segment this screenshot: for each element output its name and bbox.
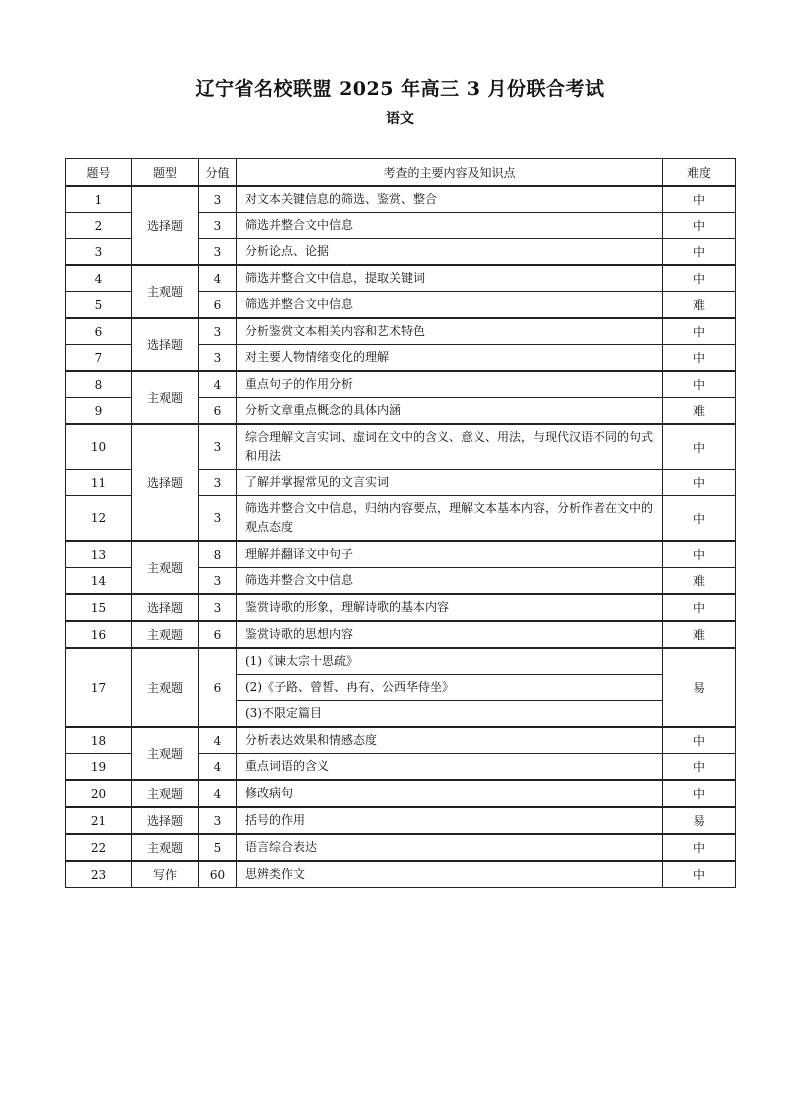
question-content: 对文本关键信息的筛选、鉴赏、整合 [237,186,663,213]
question-content: 分析论点、论据 [237,239,663,266]
exam-analysis-table [65,158,736,888]
question-content: 分析鉴赏文本相关内容和艺术特色 [237,318,663,345]
question-score: 3 [199,594,237,621]
question-difficulty: 易 [663,648,736,727]
question-difficulty: 中 [663,345,736,372]
question-type: 选择题 [132,594,199,621]
question-content: 语言综合表达 [237,834,663,861]
question-score: 3 [199,568,237,595]
question-content: 筛选并整合文中信息 [237,213,663,239]
table-row [66,371,736,398]
question-group [66,648,736,727]
question-number: 16 [66,621,132,648]
question-number: 20 [66,780,132,807]
table-row [66,594,736,621]
question-score: 4 [199,727,237,754]
question-group [66,621,736,648]
question-number: 17 [66,648,132,727]
question-type: 主观题 [132,265,199,318]
question-difficulty: 难 [663,292,736,319]
table-row [66,621,736,648]
question-content: 综合理解文言实词、虚词在文中的含义、意义、用法，与现代汉语不同的句式和用法 [237,424,663,470]
question-difficulty: 中 [663,424,736,470]
question-number: 7 [66,345,132,372]
question-type: 写作 [132,861,199,888]
question-type: 选择题 [132,186,199,265]
question-number: 21 [66,807,132,834]
question-difficulty: 中 [663,834,736,861]
question-difficulty: 中 [663,186,736,213]
subject-title: 语文 [386,111,414,127]
question-score: 8 [199,541,237,568]
table-row [66,780,736,807]
question-difficulty: 中 [663,496,736,542]
question-score: 4 [199,265,237,292]
question-difficulty: 中 [663,318,736,345]
question-content: 筛选并整合文中信息，归纳内容要点，理解文本基本内容，分析作者在文中的观点态度 [237,496,663,542]
question-number: 18 [66,727,132,754]
question-score: 4 [199,371,237,398]
question-difficulty: 中 [663,754,736,781]
question-number: 4 [66,265,132,292]
question-content: 理解并翻译文中句子 [237,541,663,568]
question-group [66,541,736,594]
table-row [66,727,736,754]
question-type: 主观题 [132,727,199,780]
question-group [66,371,736,424]
header-type: 题型 [132,159,199,187]
question-score: 6 [199,398,237,425]
question-difficulty: 中 [663,213,736,239]
question-content: 筛选并整合文中信息 [237,292,663,319]
question-difficulty: 中 [663,239,736,266]
question-number: 22 [66,834,132,861]
question-difficulty: 难 [663,621,736,648]
question-group [66,834,736,861]
question-difficulty: 易 [663,807,736,834]
question-difficulty: 中 [663,470,736,496]
question-type: 选择题 [132,424,199,541]
question-score: 4 [199,780,237,807]
question-score: 3 [199,470,237,496]
question-type: 主观题 [132,621,199,648]
question-type: 主观题 [132,780,199,807]
question-score: 6 [199,292,237,319]
question-content: 了解并掌握常见的文言实词 [237,470,663,496]
question-content: 分析表达效果和情感态度 [237,727,663,754]
question-number: 1 [66,186,132,213]
question-content: (1)《谏太宗十思疏》 [237,648,663,675]
question-difficulty: 中 [663,727,736,754]
table-row [66,834,736,861]
table-row [66,807,736,834]
question-content: 思辨类作文 [237,861,663,888]
question-group [66,594,736,621]
question-difficulty: 中 [663,541,736,568]
question-difficulty: 难 [663,568,736,595]
question-group [66,186,736,265]
question-score: 3 [199,213,237,239]
header-content: 考查的主要内容及知识点 [237,159,663,187]
question-type: 主观题 [132,371,199,424]
question-content: (2)《子路、曾皙、冉有、公西华侍坐》 [237,675,663,701]
question-score: 6 [199,621,237,648]
table-row [66,265,736,292]
table-row [66,648,736,675]
question-score: 4 [199,754,237,781]
question-type: 选择题 [132,807,199,834]
question-group [66,424,736,541]
question-score: 3 [199,318,237,345]
table-row [66,186,736,213]
question-difficulty: 中 [663,371,736,398]
header-number: 题号 [66,159,132,187]
table-row [66,424,736,470]
question-score: 3 [199,807,237,834]
document-title: 辽宁省名校联盟 2025 年高三 3 月份联合考试 [195,78,605,100]
question-group [66,727,736,780]
question-number: 14 [66,568,132,595]
question-content: 重点句子的作用分析 [237,371,663,398]
question-score: 3 [199,239,237,266]
question-score: 6 [199,648,237,727]
question-difficulty: 中 [663,594,736,621]
question-number: 23 [66,861,132,888]
question-score: 3 [199,186,237,213]
question-number: 8 [66,371,132,398]
question-number: 12 [66,496,132,542]
question-number: 9 [66,398,132,425]
question-difficulty: 中 [663,861,736,888]
question-number: 15 [66,594,132,621]
table-row [66,861,736,888]
table-row [66,318,736,345]
question-number: 5 [66,292,132,319]
question-number: 3 [66,239,132,266]
question-type: 主观题 [132,648,199,727]
question-group [66,861,736,888]
table-row [66,541,736,568]
question-type: 主观题 [132,541,199,594]
question-score: 5 [199,834,237,861]
question-content: 鉴赏诗歌的思想内容 [237,621,663,648]
question-group [66,807,736,834]
question-difficulty: 中 [663,265,736,292]
question-type: 选择题 [132,318,199,371]
question-content: 鉴赏诗歌的形象，理解诗歌的基本内容 [237,594,663,621]
question-score: 3 [199,424,237,470]
question-number: 11 [66,470,132,496]
header-score: 分值 [199,159,237,187]
question-type: 主观题 [132,834,199,861]
question-content: 分析文章重点概念的具体内涵 [237,398,663,425]
question-difficulty: 中 [663,780,736,807]
question-content: 对主要人物情绪变化的理解 [237,345,663,372]
question-score: 60 [199,861,237,888]
question-content: 重点词语的含义 [237,754,663,781]
question-score: 3 [199,496,237,542]
question-content: 筛选并整合文中信息，提取关键词 [237,265,663,292]
question-group [66,780,736,807]
question-number: 2 [66,213,132,239]
question-number: 19 [66,754,132,781]
question-number: 10 [66,424,132,470]
question-content: (3)不限定篇目 [237,701,663,728]
question-number: 6 [66,318,132,345]
question-difficulty: 难 [663,398,736,425]
question-number: 13 [66,541,132,568]
question-content: 筛选并整合文中信息 [237,568,663,595]
question-group [66,265,736,318]
question-score: 3 [199,345,237,372]
question-content: 括号的作用 [237,807,663,834]
question-group [66,318,736,371]
header-difficulty: 难度 [663,159,736,187]
question-content: 修改病句 [237,780,663,807]
